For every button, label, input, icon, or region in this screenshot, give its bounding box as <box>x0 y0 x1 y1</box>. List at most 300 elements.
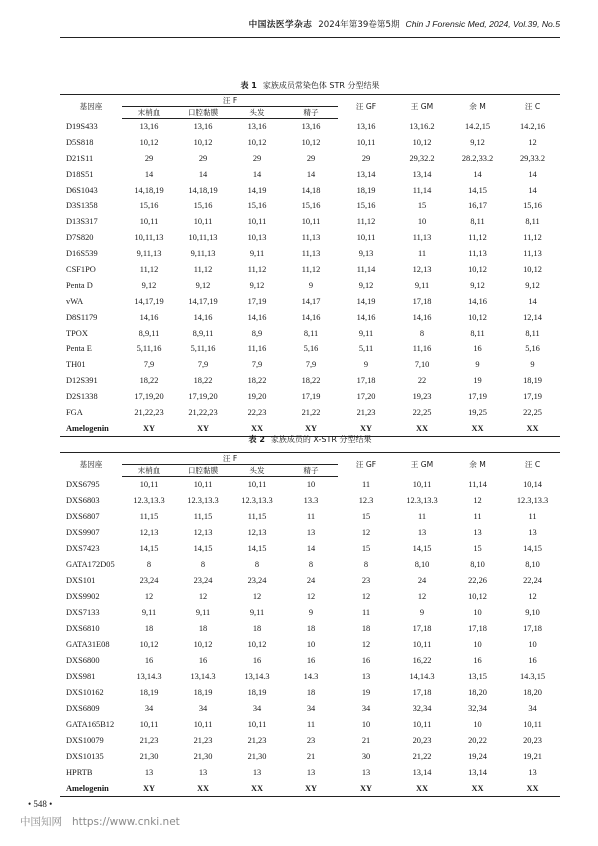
genotype-cell: XY <box>176 420 230 436</box>
genotype-cell: 14 <box>144 169 154 179</box>
genotype-cell: 13.3 <box>303 496 319 505</box>
table2 <box>60 452 560 797</box>
genotype-cell: 13 <box>306 768 316 777</box>
genotype-cell: 12.3,13.3 <box>133 496 165 505</box>
table2-header-subcol: 末梢血 <box>122 465 176 477</box>
genotype-cell: 12 <box>361 640 371 649</box>
genotype-cell: 15 <box>361 512 371 521</box>
genotype-cell: 11,12 <box>523 233 542 243</box>
locus-cell: D18S51 <box>66 169 94 179</box>
genotype-cell: 11,12 <box>301 264 321 274</box>
genotype-cell: XX <box>176 781 230 797</box>
table2-header-col: 王 GM <box>394 453 450 477</box>
genotype-cell: 11,12 <box>247 264 267 274</box>
genotype-cell: 21,23 <box>193 736 213 745</box>
genotype-cell: 29 <box>361 153 371 163</box>
cnki-watermark <box>20 814 180 829</box>
table1-header-group: 汪 F <box>122 95 338 107</box>
genotype-cell: 11 <box>473 512 482 521</box>
genotype-cell: 29 <box>306 153 316 163</box>
genotype-cell: 14 <box>306 544 316 553</box>
genotype-cell: 12.3,13.3 <box>406 496 438 505</box>
genotype-cell: 10,12 <box>523 264 542 274</box>
table-row <box>60 509 560 525</box>
genotype-cell: 29 <box>198 153 208 163</box>
genotype-cell: 14 <box>473 169 482 179</box>
locus-cell: Amelogenin <box>60 781 122 797</box>
table-row <box>60 325 560 341</box>
genotype-cell: 13,14.3 <box>190 672 216 681</box>
genotype-cell: 10,12 <box>247 137 267 147</box>
genotype-cell: 10,12 <box>468 312 487 322</box>
genotype-cell: 14,17,19 <box>134 296 164 306</box>
genotype-cell: 10,11,13 <box>134 233 164 243</box>
genotype-cell: 16 <box>473 656 482 665</box>
genotype-cell: 14,15 <box>247 544 267 553</box>
genotype-cell: 14 <box>198 169 208 179</box>
genotype-cell: 8 <box>308 560 314 569</box>
genotype-cell: 14 <box>528 185 537 195</box>
genotype-cell: 12,13 <box>412 264 432 274</box>
genotype-cell: 30 <box>361 752 371 761</box>
genotype-cell: 7,9 <box>305 360 317 370</box>
genotype-cell: 9 <box>530 360 535 370</box>
genotype-cell: XX <box>450 781 505 797</box>
genotype-cell: 34 <box>144 704 154 713</box>
genotype-cell: 8,10 <box>470 560 485 569</box>
table2-header-col: 余 M <box>450 453 505 477</box>
genotype-cell: 7,10 <box>414 360 430 370</box>
genotype-cell: 18,20 <box>523 688 542 697</box>
locus-cell: Amelogenin <box>60 420 122 436</box>
genotype-cell: 17,19 <box>301 392 321 402</box>
journal-issue: 2024年第39卷第5期 <box>318 20 400 30</box>
table2-header-col: 汪 GF <box>338 453 394 477</box>
genotype-cell: 16 <box>473 344 482 354</box>
genotype-cell: 17,19,20 <box>188 392 218 402</box>
genotype-cell: 17,18 <box>412 624 432 633</box>
genotype-cell: 18,22 <box>139 376 159 386</box>
genotype-cell: 9,12 <box>525 280 540 290</box>
genotype-cell: 17,18 <box>356 376 376 386</box>
locus-cell: D21S11 <box>66 153 94 163</box>
genotype-cell: 12 <box>361 528 371 537</box>
locus-cell: DXS6795 <box>66 480 100 489</box>
genotype-cell: 12 <box>144 592 154 601</box>
genotype-cell: XX <box>505 781 560 797</box>
genotype-cell: 15 <box>361 544 371 553</box>
genotype-cell: 10,12 <box>301 137 321 147</box>
locus-cell: DXS6800 <box>66 656 100 665</box>
locus-cell: D12S391 <box>66 376 98 386</box>
genotype-cell: 17,19 <box>523 392 542 402</box>
genotype-cell: 13 <box>361 672 371 681</box>
genotype-cell: 32,34 <box>412 704 432 713</box>
locus-cell: DXS101 <box>66 576 96 585</box>
genotype-cell: 14,18,19 <box>134 185 164 195</box>
genotype-cell: 14,16 <box>247 312 267 322</box>
locus-cell: DXS981 <box>66 672 96 681</box>
genotype-cell: 8 <box>419 328 425 338</box>
genotype-cell: 10,11 <box>523 720 542 729</box>
table-row <box>60 493 560 509</box>
genotype-cell: 16,17 <box>468 201 487 211</box>
genotype-cell: 5,11,16 <box>136 344 162 354</box>
genotype-cell: 10,11 <box>301 217 321 227</box>
genotype-cell: 21 <box>361 736 371 745</box>
genotype-cell: 29,33.2 <box>519 153 546 163</box>
genotype-cell: 14,16 <box>139 312 159 322</box>
genotype-cell: 8,11 <box>525 328 540 338</box>
genotype-cell: 21,22,23 <box>134 407 164 417</box>
genotype-cell: 21,22 <box>301 407 321 417</box>
genotype-cell: 13 <box>417 528 427 537</box>
genotype-cell: 10,11 <box>247 720 267 729</box>
table-row <box>60 277 560 293</box>
genotype-cell: 13,16.2 <box>409 121 435 131</box>
genotype-cell: 9,10 <box>525 608 540 617</box>
genotype-cell: 9 <box>308 608 314 617</box>
table-row <box>60 373 560 389</box>
genotype-cell: 24 <box>417 576 427 585</box>
genotype-cell: 18,22 <box>193 376 213 386</box>
genotype-cell: XX <box>230 781 284 797</box>
table2-title: 家族成员的 X-STR 分型结果 <box>270 435 372 444</box>
genotype-cell: 23,24 <box>139 576 159 585</box>
locus-cell: Penta E <box>66 344 92 354</box>
locus-cell: D5S818 <box>66 137 94 147</box>
genotype-cell: 8,11 <box>303 328 319 338</box>
genotype-cell: 13,16 <box>247 122 267 132</box>
locus-cell: DXS10162 <box>66 688 104 697</box>
genotype-cell: 10 <box>473 640 482 649</box>
table-row <box>60 525 560 541</box>
genotype-cell: 12.3,13.3 <box>516 496 549 505</box>
genotype-cell: 9,11 <box>249 608 265 617</box>
genotype-cell: 11,14 <box>412 185 432 195</box>
genotype-cell: 10 <box>473 720 482 729</box>
genotype-cell: 13 <box>528 768 537 777</box>
table2-number: 表 2 <box>248 435 265 444</box>
genotype-cell: 10 <box>473 608 482 617</box>
genotype-cell: 12 <box>198 592 208 601</box>
table-row <box>60 214 560 230</box>
genotype-cell: 13,14.3 <box>136 672 162 681</box>
journal-name-en: Chin J Forensic Med, 2024, Vol.39, No.5 <box>405 19 560 29</box>
table-row <box>60 717 560 733</box>
genotype-cell: 10,13 <box>247 233 267 243</box>
genotype-cell: 13,16 <box>193 122 213 132</box>
genotype-cell: 10,12 <box>139 640 159 649</box>
genotype-cell: 18,19 <box>193 688 213 697</box>
table2-body <box>60 477 560 797</box>
genotype-cell: 18 <box>144 624 154 633</box>
locus-cell: DXS10135 <box>66 752 104 761</box>
genotype-cell: XX <box>394 781 450 797</box>
genotype-cell: XX <box>394 420 450 436</box>
genotype-cell: 13,16 <box>139 122 159 132</box>
genotype-cell: 11,12 <box>139 264 159 274</box>
genotype-cell: 14,17 <box>301 296 321 306</box>
locus-cell: GATA165B12 <box>66 720 115 729</box>
genotype-cell: 9,12 <box>358 280 374 290</box>
genotype-cell: 14,15 <box>523 544 542 553</box>
genotype-cell: 14 <box>528 169 537 179</box>
genotype-cell: 8,9,11 <box>192 328 214 338</box>
table-row <box>60 541 560 557</box>
genotype-cell: 14,19 <box>247 185 267 195</box>
genotype-cell: 22,24 <box>523 576 542 585</box>
table1 <box>60 94 560 437</box>
genotype-cell: 21,22 <box>412 752 432 761</box>
table-row <box>60 653 560 669</box>
table-row <box>60 309 560 325</box>
genotype-cell: 32,34 <box>468 704 487 713</box>
genotype-cell: 19 <box>473 376 482 386</box>
genotype-cell: 10,11 <box>193 217 213 227</box>
genotype-cell: 12 <box>528 592 537 601</box>
genotype-cell: 14,14.3 <box>409 672 435 681</box>
genotype-cell: 12.3,13.3 <box>187 496 219 505</box>
table1-header-col: 王 GM <box>394 95 450 119</box>
genotype-cell: 19,23 <box>412 392 432 402</box>
genotype-cell: 13,14 <box>468 768 487 777</box>
genotype-cell: 9,11 <box>195 608 211 617</box>
table1-header-locus: 基因座 <box>60 95 122 119</box>
genotype-cell: 10,11 <box>139 217 159 227</box>
genotype-cell: 9,11 <box>249 249 265 259</box>
genotype-cell: 7,9 <box>251 360 263 370</box>
genotype-cell: 18,22 <box>247 376 267 386</box>
genotype-cell: 17,20 <box>356 392 376 402</box>
genotype-cell: 19 <box>361 688 371 697</box>
genotype-cell: 11,16 <box>412 344 432 354</box>
table2-caption <box>60 434 560 445</box>
genotype-cell: 17,19 <box>247 296 267 306</box>
genotype-cell: XX <box>505 420 560 436</box>
locus-cell: Penta D <box>66 280 93 290</box>
genotype-cell: 9,11,13 <box>136 249 162 259</box>
genotype-cell: 18,19 <box>247 688 267 697</box>
genotype-cell: 14,16 <box>468 296 487 306</box>
table1-header-subcol: 末梢血 <box>122 107 176 119</box>
genotype-cell: 21,23 <box>247 736 267 745</box>
genotype-cell: 8 <box>363 560 369 569</box>
genotype-cell: 5,16 <box>303 344 319 354</box>
genotype-cell: 14,17,19 <box>188 296 218 306</box>
genotype-cell: 14 <box>252 169 262 179</box>
genotype-cell: 14.3 <box>303 672 319 681</box>
table-row <box>60 669 560 685</box>
genotype-cell: 18,19 <box>523 376 542 386</box>
genotype-cell: 14,19 <box>356 296 376 306</box>
genotype-cell: 29 <box>144 153 154 163</box>
genotype-cell: 9,12 <box>141 280 157 290</box>
genotype-cell: 14 <box>306 169 316 179</box>
genotype-cell: 8,9 <box>251 328 263 338</box>
genotype-cell: 15,16 <box>356 201 376 211</box>
locus-cell: DXS9907 <box>66 528 100 537</box>
locus-cell: GATA172D05 <box>66 560 115 569</box>
genotype-cell: 14.2,16 <box>519 121 546 131</box>
genotype-cell: XX <box>450 420 505 436</box>
locus-cell: DXS7423 <box>66 544 100 553</box>
table1-title: 家族成员常染色体 STR 分型结果 <box>262 81 380 90</box>
locus-cell: DXS10079 <box>66 736 104 745</box>
genotype-cell: 19,21 <box>523 752 542 761</box>
genotype-cell: 11,12 <box>193 264 213 274</box>
locus-cell: D2S1338 <box>66 392 98 402</box>
genotype-cell: 23,24 <box>193 576 213 585</box>
genotype-cell: 22,25 <box>412 407 432 417</box>
genotype-cell: 22 <box>417 376 427 386</box>
journal-name-cn: 中国法医学杂志 <box>248 20 313 30</box>
table-row <box>60 557 560 573</box>
genotype-cell: 11,15 <box>193 512 213 521</box>
genotype-cell: 9,12 <box>470 137 485 147</box>
genotype-cell: 18,19 <box>356 185 376 195</box>
table-row <box>60 637 560 653</box>
genotype-cell: 18 <box>306 688 316 697</box>
genotype-cell: 18 <box>252 624 262 633</box>
genotype-cell: 9,12 <box>195 280 211 290</box>
genotype-cell: 14,15 <box>139 544 159 553</box>
genotype-cell: 14,16 <box>356 312 376 322</box>
genotype-cell: XY <box>284 781 338 797</box>
locus-cell: TPOX <box>66 328 88 338</box>
genotype-cell: 29,32.2 <box>409 153 435 163</box>
watermark-url: https://www.cnki.net <box>72 816 180 828</box>
genotype-cell: 5,11,16 <box>190 344 216 354</box>
genotype-cell: 9 <box>419 608 425 617</box>
genotype-cell: XY <box>338 781 394 797</box>
genotype-cell: 11,14 <box>468 480 487 489</box>
genotype-cell: 9 <box>308 280 314 290</box>
genotype-cell: XY <box>284 420 338 436</box>
genotype-cell: 12 <box>252 592 262 601</box>
table-row <box>60 134 560 150</box>
genotype-cell: 11,15 <box>139 512 159 521</box>
genotype-cell: 15 <box>417 201 427 211</box>
genotype-cell: 16 <box>198 656 208 665</box>
locus-cell: D13S317 <box>66 217 98 227</box>
table1-header-col: 汪 C <box>505 95 560 119</box>
genotype-cell: 14,18 <box>301 185 321 195</box>
genotype-cell: 10,11 <box>193 480 213 490</box>
locus-cell: D7S820 <box>66 233 94 243</box>
genotype-cell: 19,20 <box>247 392 267 402</box>
genotype-cell: 14,16 <box>193 312 213 322</box>
locus-cell: D3S1358 <box>66 201 98 211</box>
table-row <box>60 477 560 493</box>
genotype-cell: 16 <box>361 656 371 665</box>
genotype-cell: 12,13 <box>247 528 267 537</box>
genotype-cell: 9,12 <box>249 280 265 290</box>
table1-header-subcol: 头发 <box>230 107 284 119</box>
table-row <box>60 198 560 214</box>
genotype-cell: 21,30 <box>193 752 213 761</box>
genotype-cell: 18 <box>361 624 371 633</box>
genotype-cell: 34 <box>361 704 371 713</box>
table-row <box>60 573 560 589</box>
genotype-cell: 23,24 <box>247 576 267 585</box>
running-header <box>60 18 560 38</box>
genotype-cell: 11 <box>528 512 537 521</box>
locus-cell: D16S539 <box>66 249 98 259</box>
genotype-cell: 29 <box>252 153 262 163</box>
genotype-cell: 15,16 <box>247 201 267 211</box>
table-row <box>60 621 560 637</box>
genotype-cell: 11 <box>417 512 427 521</box>
genotype-cell: 10 <box>306 480 316 490</box>
locus-cell: CSF1PO <box>66 264 96 274</box>
genotype-cell: 14,15 <box>412 544 432 553</box>
genotype-cell: 12 <box>473 496 482 505</box>
genotype-cell: 18,20 <box>468 688 487 697</box>
genotype-cell: 14,15 <box>468 185 487 195</box>
genotype-cell: 17,18 <box>523 624 542 633</box>
genotype-cell: 10,11 <box>247 480 267 490</box>
genotype-cell: 8,11 <box>470 328 485 338</box>
genotype-cell: 13,14.3 <box>244 672 270 681</box>
genotype-cell: 13 <box>473 528 482 537</box>
genotype-cell: 11 <box>417 249 427 259</box>
table-row <box>60 405 560 421</box>
table-row <box>60 765 560 781</box>
genotype-cell: 10 <box>528 640 537 649</box>
locus-cell: D6S1043 <box>66 185 98 195</box>
locus-cell: TH01 <box>66 360 86 370</box>
genotype-cell: 12 <box>306 592 316 601</box>
genotype-cell: 11,13 <box>412 233 432 243</box>
table1-caption <box>60 80 560 91</box>
genotype-cell: 11,14 <box>356 264 376 274</box>
genotype-cell: 17,19 <box>468 392 487 402</box>
genotype-cell: 9,11 <box>358 328 374 338</box>
genotype-cell: 13 <box>306 528 316 537</box>
genotype-cell: 10,11 <box>247 217 267 227</box>
genotype-cell: 11 <box>306 720 316 729</box>
genotype-cell: 16,22 <box>412 656 432 665</box>
genotype-cell: 18,22 <box>301 376 321 386</box>
genotype-cell: 10,12 <box>193 640 213 649</box>
genotype-cell: 10,11 <box>412 720 432 729</box>
table-row <box>60 166 560 182</box>
genotype-cell: 11,16 <box>247 344 267 354</box>
genotype-cell: 10,11 <box>356 233 376 243</box>
table-row <box>60 230 560 246</box>
genotype-cell: XY <box>338 420 394 436</box>
genotype-cell: 18 <box>198 624 208 633</box>
table1-number: 表 1 <box>240 81 257 90</box>
table2-header-subcol: 口腔黏膜 <box>176 465 230 477</box>
genotype-cell: 10,11 <box>412 480 432 489</box>
genotype-cell: 34 <box>252 704 262 713</box>
locus-cell: DXS6803 <box>66 496 100 505</box>
genotype-cell: 14,16 <box>412 312 432 322</box>
locus-cell: GATA31E08 <box>66 640 110 649</box>
genotype-cell: 8,9,11 <box>138 328 160 338</box>
genotype-cell: 20,23 <box>523 736 542 745</box>
genotype-cell: 10,11 <box>139 480 159 490</box>
genotype-cell: 21,23 <box>356 407 376 417</box>
table-row <box>60 389 560 405</box>
genotype-cell: 8 <box>254 560 260 569</box>
genotype-cell: XY <box>122 781 176 797</box>
genotype-cell: 15,16 <box>301 201 321 211</box>
genotype-cell: 13,16 <box>356 121 376 131</box>
genotype-cell: 21,30 <box>139 752 159 761</box>
